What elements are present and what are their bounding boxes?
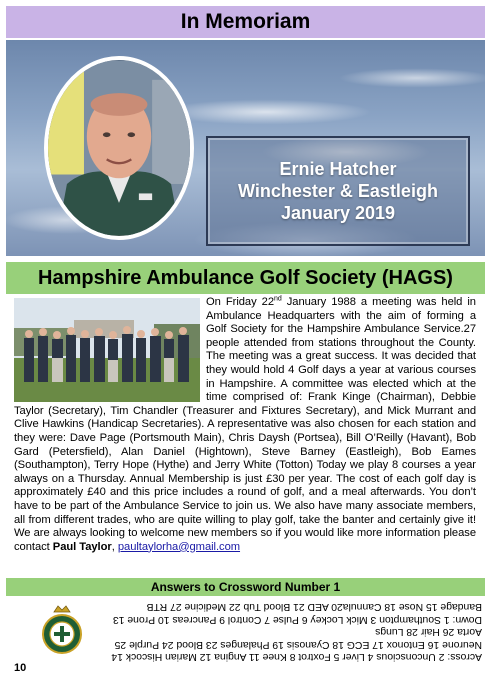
memorial-name-box <box>206 136 470 246</box>
memorial-sky-panel <box>6 40 485 256</box>
contact-email-link[interactable]: paultaylorha@gmail.com <box>117 540 241 553</box>
in-memoriam-banner <box>6 6 485 38</box>
contact-separator: , <box>111 540 118 553</box>
crossword-answers-banner <box>6 578 485 596</box>
hags-title: Hampshire Ambulance Golf Society (HAGS) <box>38 266 453 289</box>
article-body: January 1988 a meeting was held in Ambulance Headquarters with the aim of forming a Golf Society for the Hampshire Ambulance Service.27 people attended from stations throughout the County. The meeting was a great success. It was decided that they would hold 4 Golf days a year at various courses in Hampshire. A committee was elected which at the time comprised of: Frank Kinge (Chairman), Debbie Taylor (Secretary), Tim Chandler (Treasurer and Fixtures Secretary), and Mick Murrant and Clive Hawkins (Handicap Secretaries). A representative was also chosen for each station and they were: Dave Page (Portsmouth Main), Chris Daysh (Portsea), Bill O’Reilly (Havant), Bob Gard (Petersfield), Alan Daniel (Hightown), Steve Barney (Eastleigh), Bob Eames (Southampton), Terry Hope (Hythe) and Jerry White (Totton) Today we play 8 courses a year always on a Thursday. Annual Membership is just £30 per year. The cost of each golf day is approximately £40 and this price includes a round of golf, and a meal afterwards. You don’t have to be part of the Ambulance Service to join us. We also have many associate members, all from different trades, who are quite willing to play golf, take the banter and certainly give it! We are always looking to welcome new members so if you would like more information please contact <box>14 296 476 553</box>
ambulance-service-badge-icon <box>40 604 84 656</box>
memorial-portrait <box>44 56 194 240</box>
answer-line: Neurone 16 Entonox 17 ECG 18 Cyanosis 19 Phalanges 23 Blood 24 Purple 25 <box>114 638 482 650</box>
memorial-date: January 2019 <box>280 203 396 223</box>
in-memoriam-title: In Memoriam <box>180 10 311 33</box>
article-ordinal: nd <box>274 295 282 303</box>
hags-article <box>14 296 476 554</box>
contact-name: Paul Taylor <box>52 540 112 553</box>
answer-line: Across: 2 Unconscious 4 Liver 5 Foxtrot 8 Knee 11 Angina 12 Marian Hiscock 14 <box>111 651 482 663</box>
answer-line: Aorta 26 Hair 28 Lungs <box>375 626 482 638</box>
page-number: 10 <box>14 662 27 674</box>
portrait-illustration <box>48 60 190 236</box>
answer-line: Bandage 15 Nose 18 Cannula20 AED 21 Blood Tub 22 Medicine 27 RTB <box>146 601 482 613</box>
memorial-name: Ernie Hatcher <box>279 159 397 179</box>
golf-group-photo <box>14 298 200 402</box>
memorial-location: Winchester & Eastleigh <box>238 181 438 201</box>
crossword-answers-upside-down <box>96 600 482 662</box>
golf-group-illustration <box>14 298 200 402</box>
hags-banner <box>6 262 485 294</box>
article-intro: On Friday 22 <box>206 296 275 308</box>
answer-line: Down: 1 Southampton 3 Mick Lockey 6 Pulse 7 Control 9 Pancreas 10 Prone 13 <box>112 613 482 625</box>
crossword-answers-title: Answers to Crossword Number 1 <box>150 580 341 594</box>
